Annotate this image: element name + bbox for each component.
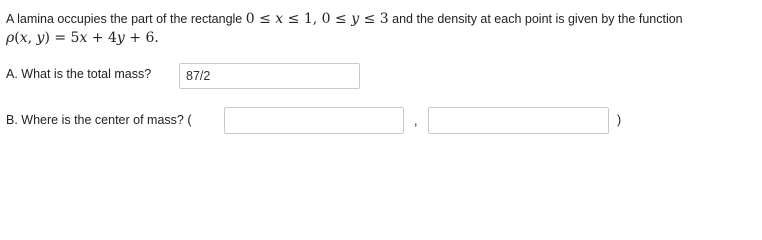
center-of-mass-x-input[interactable] [224, 107, 404, 134]
total-mass-input[interactable] [179, 63, 360, 89]
coordinate-comma: , [414, 114, 418, 128]
density-description: and the density at each point is given by the function [392, 12, 683, 26]
close-paren: ) [617, 113, 622, 127]
region-x-inequality: 0 ≤ x ≤ 1 [245, 11, 313, 27]
question-b-label: B. Where is the center of mass? ( [6, 113, 192, 127]
problem-intro: A lamina occupies the part of the rectangle [6, 12, 243, 26]
density-function: ρ(x, y) = 5x + 4y + 6. [6, 30, 159, 46]
region-y-inequality: 0 ≤ y ≤ 3 [321, 11, 389, 27]
center-of-mass-y-input[interactable] [428, 107, 609, 134]
region-separator: , [312, 11, 322, 27]
question-a-label: A. What is the total mass? [6, 67, 152, 81]
problem-statement-line1 [6, 11, 683, 27]
